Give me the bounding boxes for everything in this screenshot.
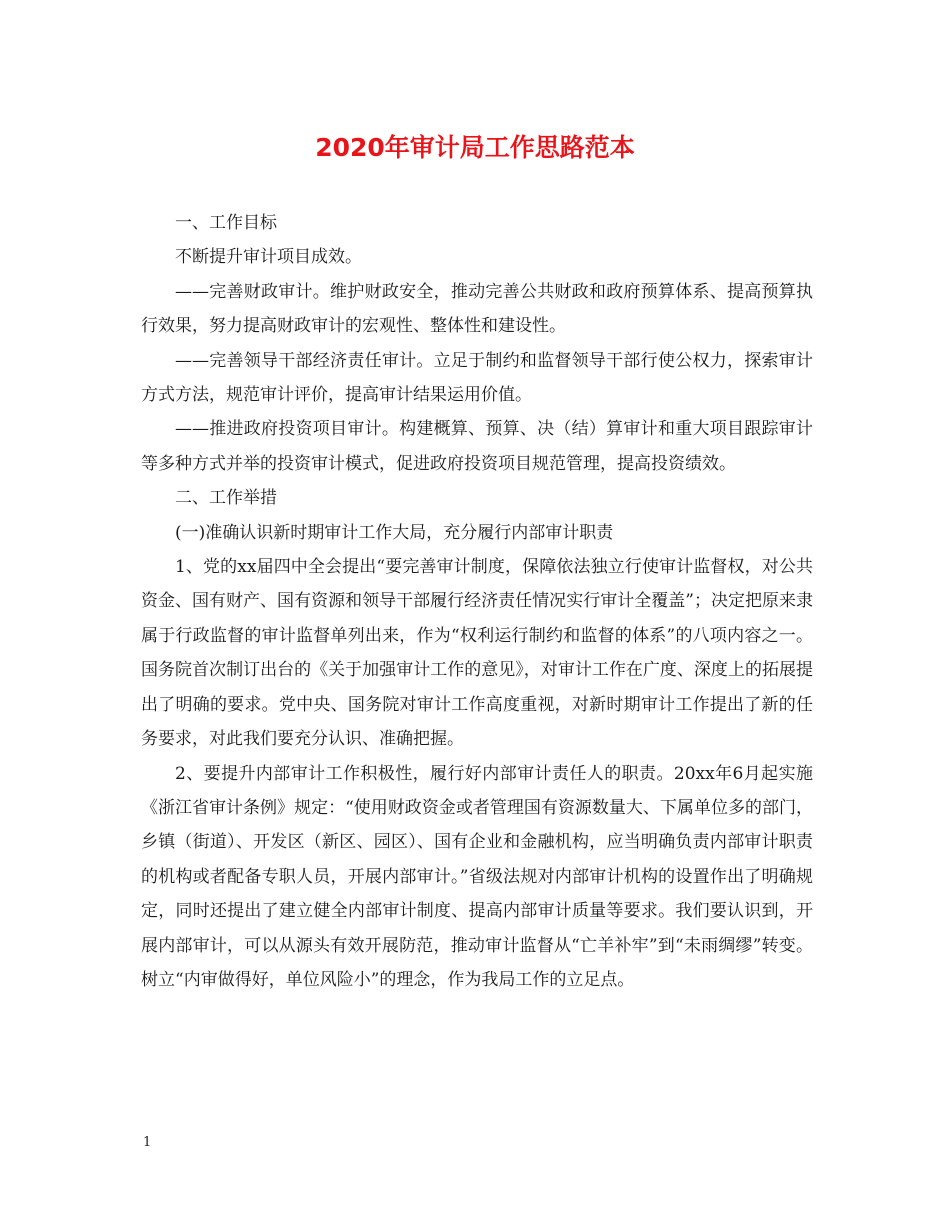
paragraph-leader-audit: ——完善领导干部经济责任审计。立足于制约和监督领导干部行使公权力，探索审计方式方法，规范审计评价，提高审计结果运用价值。: [141, 350, 813, 406]
page-number: 1: [143, 1135, 152, 1150]
paragraph-item-1: 1、党的xx届四中全会提出“要完善审计制度，保障依法独立行使审计监督权，对公共资金、国有财产、国有资源和领导干部履行经济责任情况实行审计全覆盖”；决定把原来隶属于行政监督的审计监督单列出来，作为“权利运行制约和监督的体系”的八项内容之一。国务院首次制订出台的《关于加强审计工作的意见》，对审计工作在广度、深度上的拓展提出了明确的要求。党中央、国务院对审计工作高度重视，对新时期审计工作提出了新的任务要求，对此我们要充分认识、准确把握。: [141, 557, 813, 750]
subheading-measure-1: (一)准确认识新时期审计工作大局，充分履行内部审计职责: [175, 522, 614, 543]
document-body: [141, 206, 813, 997]
heading-work-measures: 二、工作举措: [175, 488, 277, 509]
paragraph-investment-audit: ——推进政府投资项目审计。构建概算、预算、决（结）算审计和重大项目跟踪审计等多种方式并举的投资审计模式，促进政府投资项目规范管理，提高投资绩效。: [141, 419, 813, 474]
paragraph-goal-summary: 不断提升审计项目成效。: [175, 247, 362, 268]
heading-work-goals: 一、工作目标: [175, 213, 277, 233]
paragraph-item-2: 2、要提升内部审计工作积极性，履行好内部审计责任人的职责。20xx年6月起实施《浙江省审计条例》规定：“使用财政资金或者管理国有资源数量大、下属单位多的部门，乡镇（街道）、开发区（新区、园区）、国有企业和金融机构，应当明确负责内部审计职责的机构或者配备专职人员，开展内部审计。”省级法规对内部审计机构的设置作出了明确规定，同时还提出了建立健全内部审计制度、提高内部审计质量等要求。我们要认识到，开展内部审计，可以从源头有效开展防范，推动审计监督从“亡羊补牢”到“未雨绸缪”转变。树立“内审做得好，单位风险小”的理念，作为我局工作的立足点。: [141, 763, 813, 990]
paragraph-fiscal-audit: ——完善财政审计。维护财政安全，推动完善公共财政和政府预算体系、提高预算执行效果，努力提高财政审计的宏观性、整体性和建设性。: [141, 281, 813, 337]
document-title: 2020年审计局工作思路范本: [315, 133, 635, 162]
